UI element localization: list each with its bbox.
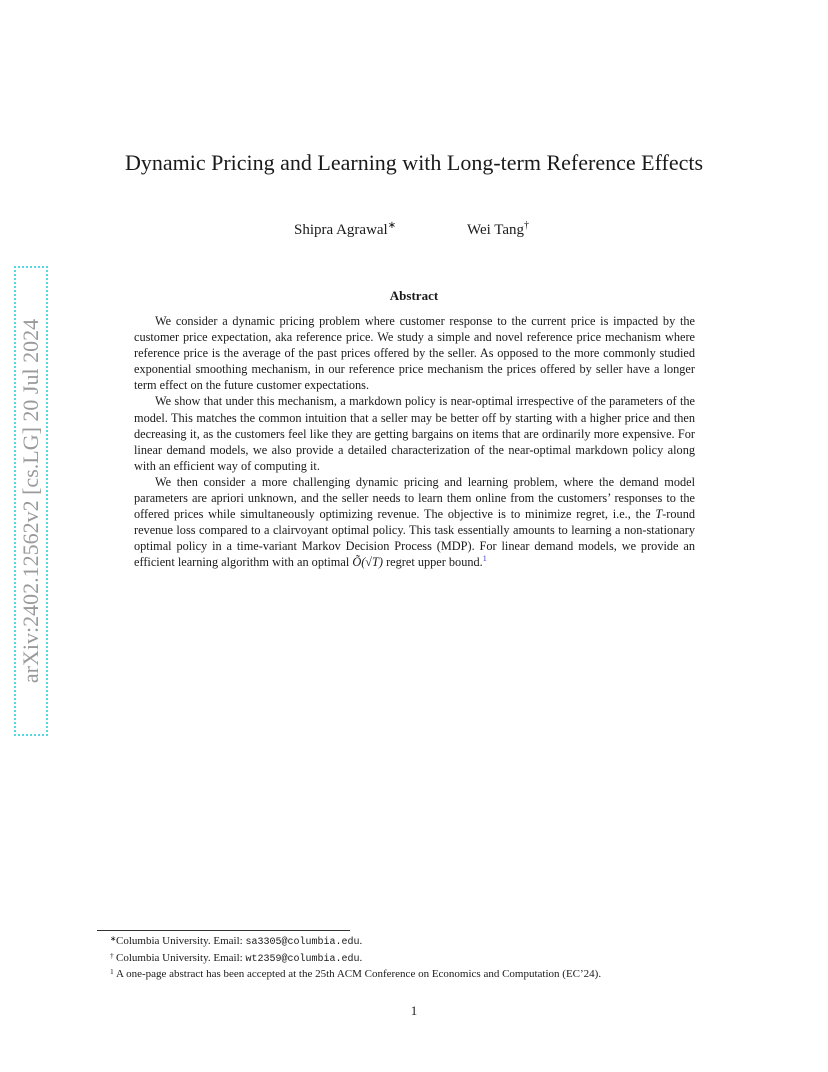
abstract-text: We then consider a more challenging dynamic pricing and learning problem, where the demand model parameters are apriori unknown, and the seller needs to learn them online from the customers’ responses to the offered prices while simultaneously optimizing revenue. The objective is to minimize regret, i.e., the xyxy=(134,474,695,522)
author-tang xyxy=(467,220,529,239)
footnote-mark: ∗ xyxy=(110,934,117,943)
footnotes xyxy=(110,934,736,983)
email-link[interactable]: sa3305@columbia.edu xyxy=(245,937,360,948)
footnote-mark: 1 xyxy=(110,967,114,976)
author-name: Wei Tang xyxy=(467,222,525,238)
abstract-paragraph-2: We show that under this mechanism, a markdown policy is near-optimal irrespective of the parameters of the model. This matches the common intuition that a seller may be better off by starting with a higher price and then decreasing it, as the customers feel like they are getting bargains on items that are ordinarily more expensive. For linear demand models, we also provide a detailed characterization of the near-optimal markdown policy along with an efficient way of computing it. xyxy=(134,394,695,473)
author-affiliation-mark[interactable]: † xyxy=(524,220,530,231)
author-list xyxy=(0,220,828,242)
footnote-link-1[interactable]: 1 xyxy=(482,554,487,564)
abstract-heading: Abstract xyxy=(389,288,439,303)
footnote-mark: † xyxy=(110,950,114,960)
abstract-text: regret upper bound. xyxy=(383,555,483,570)
abstract-paragraph-1: We consider a dynamic pricing problem where customer response to the current price is impacted by the customer price expectation, aka reference price. We study a simple and novel reference price mechanism where reference price is the average of the past prices offered by the seller. As opposed to the more commonly studied exponential smoothing mechanism, in our reference price mechanism the prices offered by seller have a longer term effect on the future customer expectations. xyxy=(134,314,695,393)
author-agrawal xyxy=(294,220,396,239)
math-regret-bound: Õ(√T) xyxy=(352,555,383,570)
math-T: T xyxy=(655,507,663,522)
author-affiliation-mark[interactable]: ∗ xyxy=(387,220,397,231)
abstract-text: -round revenue loss compared to a clairvoyant optimal policy. This task essentially amounts to learning a non-stationary optimal policy in a time-variant Markov Decision Process (MDP). For linear demand models, we provide an efficient learning algorithm with an optimal xyxy=(134,507,695,570)
footnote-text: Columbia University. Email: xyxy=(116,951,246,964)
author-name: Shipra Agrawal xyxy=(294,222,388,238)
email-link[interactable]: wt2359@columbia.edu xyxy=(245,953,360,965)
footnote-end: . xyxy=(359,951,363,964)
footnote-ec xyxy=(110,967,736,983)
page-number: 1 xyxy=(410,1003,418,1018)
footnote-rule xyxy=(97,930,350,931)
footnote-text: A one-page abstract has been accepted at the 25th ACM Conference on Economics and Computation (EC’24). xyxy=(116,968,602,980)
arxiv-identifier[interactable]: arXiv:2402.12562v2 [cs.LG] 20 Jul 2024 xyxy=(16,268,46,734)
paper-title: Dynamic Pricing and Learning with Long-term Reference Effects xyxy=(124,150,704,175)
footnote-text: Columbia University. Email: xyxy=(116,935,246,947)
footnote-agrawal xyxy=(110,934,736,951)
footnote-tang xyxy=(110,950,736,968)
abstract-body xyxy=(134,313,695,571)
abstract-paragraph-3 xyxy=(134,474,695,571)
footnote-end: . xyxy=(359,935,363,947)
